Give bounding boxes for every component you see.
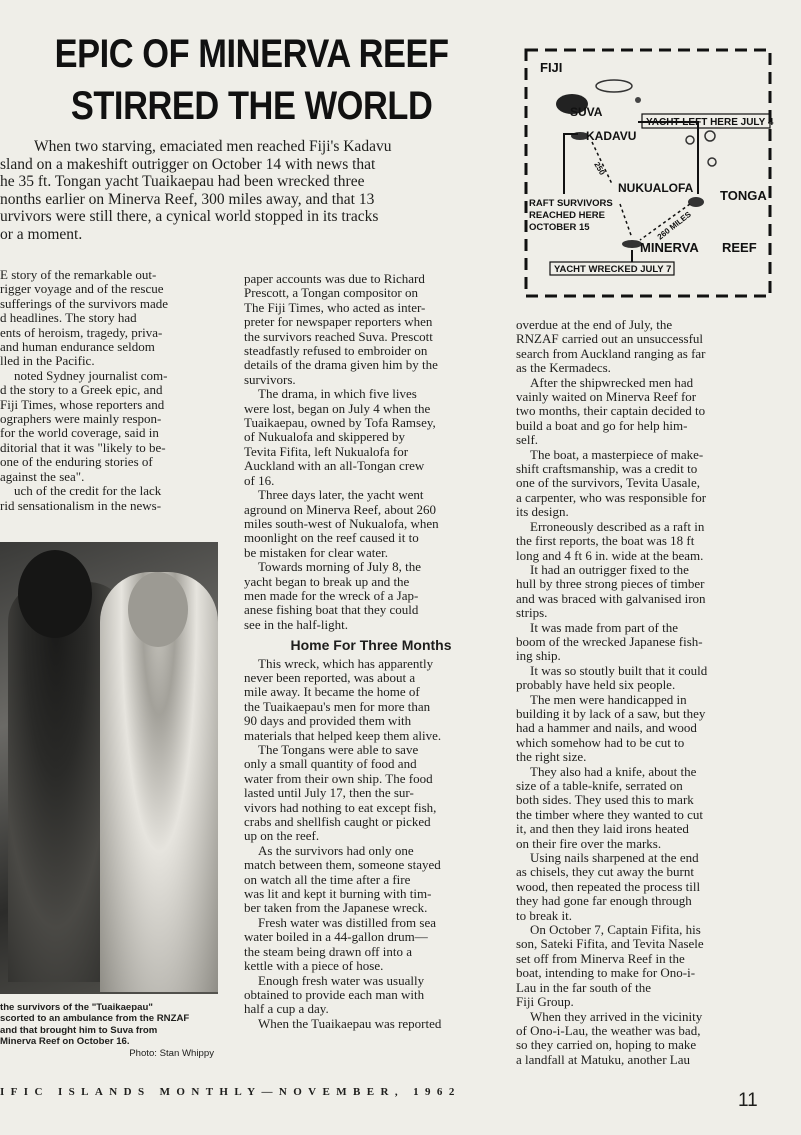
label-kadavu: KADAVU <box>586 129 637 143</box>
text-line: After the shipwrecked men had <box>530 375 694 390</box>
label-yacht-wrecked: YACHT WRECKED JULY 7 <box>554 264 672 275</box>
text-line: search from Auckland ranging as far <box>516 346 706 361</box>
text-line: It was so stoutly built that it could <box>530 663 708 678</box>
text-line: As the survivors had only one <box>258 843 414 858</box>
caption-line: the survivors of the "Tuaikaepau" <box>0 1002 153 1013</box>
text-line: water from their own ship. The food <box>244 771 433 786</box>
text-line: Auckland with an all-Tongan crew <box>244 459 425 474</box>
text-line: and was braced with galvanised iron <box>516 591 706 606</box>
text-line: self. <box>516 433 539 448</box>
lau-islet <box>708 158 716 166</box>
text-line: It was made from part of the <box>530 620 679 635</box>
text-line: be mistaken for clear water. <box>244 545 389 560</box>
text-line: of Nukualofa and skippered by <box>244 430 406 445</box>
text-line: ber taken from the Japanese wreck. <box>244 901 428 916</box>
text-line: the first reports, the boat was 18 ft <box>516 534 695 549</box>
label-route-miles: 260 MILES <box>655 209 693 242</box>
tonga-island <box>688 197 704 207</box>
text-line: were lost, began on July 4 when the <box>244 401 431 416</box>
text-line: mile away. It became the home of <box>244 685 420 700</box>
label-fiji: FIJI <box>540 60 563 75</box>
text-line: boom of the wrecked Japanese fish- <box>516 634 703 649</box>
text-line: against the sea". <box>0 469 85 484</box>
text-line: wood, then repeated the process till <box>516 879 701 894</box>
text-line: up on the reef. <box>244 829 320 844</box>
text-line: preter for newspaper reporters when <box>244 315 433 330</box>
text-line: one of the enduring stories of <box>0 455 153 470</box>
text-line: They also had a knife, about the <box>530 764 697 779</box>
text-line: noted Sydney journalist com- <box>14 368 168 383</box>
label-minerva: MINERVA <box>640 240 699 255</box>
intro-line: or a moment. <box>0 225 83 243</box>
text-line: as the Kermadecs. <box>516 361 611 376</box>
text-line: yacht began to break up and the <box>244 574 410 589</box>
text-line: building it by lack of a saw, but they <box>516 706 706 721</box>
subheading: Home For Three Months <box>290 637 452 654</box>
intro-line: When two starving, emaciated men reached Fiji's Kadavu <box>34 138 392 155</box>
label-yacht-left: YACHT LEFT HERE JULY 4 <box>646 117 774 128</box>
column-2 <box>244 272 498 1031</box>
text-line: size of a table-knife, serrated on <box>516 779 683 793</box>
text-line: d the story to a Greek epic, and <box>0 383 163 398</box>
label-nukualofa: NUKUALOFA <box>618 181 694 195</box>
text-line: Erroneously described as a raft in <box>530 519 705 534</box>
text-line: was lit and kept it burning with tim- <box>244 887 432 902</box>
text-line: d headlines. The story had <box>0 311 137 326</box>
text-line: for the world coverage, said in <box>0 426 159 441</box>
text-line: never been reported, was about a <box>244 670 416 685</box>
text-line: boat, intending to make for Ono-i- <box>516 966 696 981</box>
text-line: Towards morning of July 8, the <box>258 560 422 575</box>
text-line: The boat, a masterpiece of make- <box>530 447 704 462</box>
text-line: which somehow had to be cut to <box>516 735 685 750</box>
text-line: the survivors reached Suva. Prescott <box>244 329 433 344</box>
text-line: hull by three strong pieces of timber <box>516 577 705 592</box>
text-line: 90 days and provided them with <box>244 714 412 729</box>
text-line: sufferings of the survivors made <box>0 296 169 311</box>
photo-caption <box>0 1002 214 1059</box>
text-line: the right size. <box>516 750 587 765</box>
text-line: anese fishing boat that they could <box>244 603 419 618</box>
text-line: This wreck, which has apparently <box>258 656 434 671</box>
text-line: uch of the credit for the lack <box>14 484 162 499</box>
text-line: details of the drama given him by the <box>244 358 438 373</box>
text-line: of Ono-i-Lau, the weather was bad, <box>516 1023 701 1038</box>
text-line: aground on Minerva Reef, about 260 <box>244 502 437 517</box>
text-line: The drama, in which five lives <box>258 387 417 402</box>
text-line: half a cup a day. <box>244 1002 329 1017</box>
islet <box>635 97 641 103</box>
map-frame <box>526 50 770 296</box>
text-line: survivors. <box>244 372 296 387</box>
text-line: The Tongans were able to save <box>258 743 419 757</box>
text-line: probably have held six people. <box>516 678 676 693</box>
text-line: steadfastly refused to embroider on <box>244 344 428 359</box>
text-line: kettle with a piece of hose. <box>244 959 384 974</box>
text-line: both sides. They used this to mark <box>516 793 694 808</box>
text-line: ing ship. <box>516 649 561 664</box>
text-line: men made for the wreck of a Jap- <box>244 588 419 603</box>
headline-line: EPIC OF MINERVA REEF <box>54 32 449 76</box>
text-line: materials that helped keep them alive. <box>244 728 442 743</box>
route-map <box>520 44 776 306</box>
text-line: as chisels, they cut away the burnt <box>516 865 694 880</box>
caption-line: Minerva Reef on October 16. <box>0 1036 130 1048</box>
text-line: a landfall at Matuku, another Lau <box>516 1052 690 1067</box>
text-line: long and 4 ft 6 in. wide at the beam. <box>516 548 704 563</box>
text-line: its design. <box>516 505 569 520</box>
intro-paragraph <box>0 138 482 244</box>
page-footer: IFIC ISLANDS MONTHLY—NOVEMBER, 1962 <box>0 1086 461 1098</box>
text-line: Fresh water was distilled from sea <box>258 915 436 930</box>
vanua-levu-island <box>596 80 632 92</box>
headline-line: STIRRED THE WORLD <box>70 84 433 128</box>
column-1 <box>0 268 226 513</box>
text-line: the steam being drawn off into a <box>244 944 412 959</box>
text-line: build a boat and go for help him- <box>516 418 688 433</box>
text-line: ographers were mainly respon- <box>0 412 162 427</box>
text-line: overdue at the end of July, the <box>516 318 673 332</box>
text-line: two months, their captain decided to <box>516 404 706 419</box>
text-line: shift craftsmanship, was a credit to <box>516 462 698 477</box>
text-line: Lau in the far south of the <box>516 980 652 995</box>
label-tonga: TONGA <box>720 188 767 203</box>
intro-line: urvivors were still there, a cynical world stopped in its tracks <box>0 208 379 226</box>
raft-route-south <box>620 204 632 238</box>
minerva-reef-mark <box>622 240 642 248</box>
text-line: match between them, someone stayed <box>244 858 441 873</box>
text-line: It had an outrigger fixed to the <box>530 562 689 577</box>
text-line: Using nails sharpened at the end <box>530 851 699 866</box>
text-line: see in the half-light. <box>244 617 348 632</box>
text-line: When they arrived in the vicinity <box>530 1009 703 1024</box>
text-line: ditorial that it was "likely to be- <box>0 440 166 455</box>
text-line: the Tuaikaepau's men for more than <box>244 699 431 714</box>
text-line: lled in the Pacific. <box>0 354 95 369</box>
label-reached-here: REACHED HERE <box>529 210 606 221</box>
text-line: water boiled in a 44-gallon drum— <box>244 930 428 945</box>
text-line: Fiji Group. <box>516 995 574 1010</box>
label-october-15: OCTOBER 15 <box>529 222 590 233</box>
text-line: so they carried on, hoping to make <box>516 1038 697 1053</box>
survivors-photo <box>0 542 218 994</box>
text-line: vainly waited on Minerva Reef for <box>516 390 697 405</box>
text-line: of 16. <box>244 473 275 488</box>
caption-line: scorted to an ambulance from the RNZAF <box>0 1013 190 1025</box>
text-line: The Fiji Times, who acted as inter- <box>244 300 426 315</box>
text-line: rid sensationalism in the news- <box>0 498 162 513</box>
photo-credit: Photo: Stan Whippy <box>129 1047 214 1059</box>
column-3 <box>516 318 772 1067</box>
intro-line: he 35 ft. Tongan yacht Tuaikaepau had been wrecked three <box>0 173 365 191</box>
text-line: Tevita Fifita, left Nukualofa for <box>244 444 409 459</box>
text-line: only a small quantity of food and <box>244 757 417 772</box>
text-line: to break it. <box>516 908 572 923</box>
text-line: Fiji Times, whose reporters and <box>0 397 165 412</box>
label-reef: REEF <box>722 240 757 255</box>
text-line: lasted until July 17, then the sur- <box>244 786 414 801</box>
raft-reached-leader <box>564 134 578 194</box>
headline <box>28 28 475 132</box>
intro-line: sland on a makeshift outrigger on October 14 with news that <box>0 155 376 173</box>
label-raft-survivors: RAFT SURVIVORS <box>529 198 613 209</box>
text-line: crabs and shellfish caught or picked <box>244 815 431 830</box>
text-line: set off from Minerva Reef in the <box>516 951 685 966</box>
text-line: miles south-west of Nukualofa, when <box>244 516 439 531</box>
label-route-distance: 250 <box>592 160 607 177</box>
text-line: a carpenter, who was responsible for <box>516 490 707 505</box>
text-line: son, Sateki Fifita, and Tevita Nasele <box>516 937 704 952</box>
text-line: moonlight on the reef caused it to <box>244 531 419 546</box>
lau-islet <box>686 136 694 144</box>
text-line: RNZAF carried out an unsuccessful <box>516 332 704 347</box>
page-number: 11 <box>738 1090 758 1111</box>
text-line: had a hammer and nails, and wood <box>516 721 697 736</box>
text-line: on watch all the time after a fire <box>244 872 411 887</box>
text-line: and human endurance seldom <box>0 340 155 355</box>
text-line: ents of heroism, tragedy, priva- <box>0 325 163 340</box>
text-line: it, and then they laid irons heated <box>516 822 689 837</box>
text-line: When the Tuaikaepau was reported <box>258 1016 442 1031</box>
text-line: obtained to provide each man with <box>244 987 425 1002</box>
text-line: the timber where they wanted to cut <box>516 807 703 822</box>
text-line: Prescott, a Tongan compositor on <box>244 286 418 301</box>
label-suva: SUVA <box>570 105 603 119</box>
caption-line: and that brought him to Suva from <box>0 1024 158 1036</box>
text-line: On October 7, Captain Fifita, his <box>530 923 701 938</box>
text-line: Enough fresh water was usually <box>258 973 425 988</box>
text-line: rigger voyage and of the rescue <box>0 282 164 297</box>
text-line: one of the survivors, Tevita Uasale, <box>516 476 701 491</box>
text-line: Tuaikaepau, owned by Tofa Ramsey, <box>244 416 436 431</box>
text-line: on their fire over the marks. <box>516 836 662 851</box>
text-line: Three days later, the yacht went <box>258 488 424 503</box>
intro-line: nonths earlier on Minerva Reef, 300 miles away, and that 13 <box>0 190 375 208</box>
text-line: The men were handicapped in <box>530 692 687 707</box>
text-line: vivors had nothing to eat except fish, <box>244 800 437 815</box>
text-line: paper accounts was due to Richard <box>244 272 425 286</box>
text-line: E story of the remarkable out- <box>0 268 157 282</box>
lau-islet <box>705 131 715 141</box>
text-line: strips. <box>516 606 548 621</box>
text-line: they had gone far enough through <box>516 894 692 909</box>
